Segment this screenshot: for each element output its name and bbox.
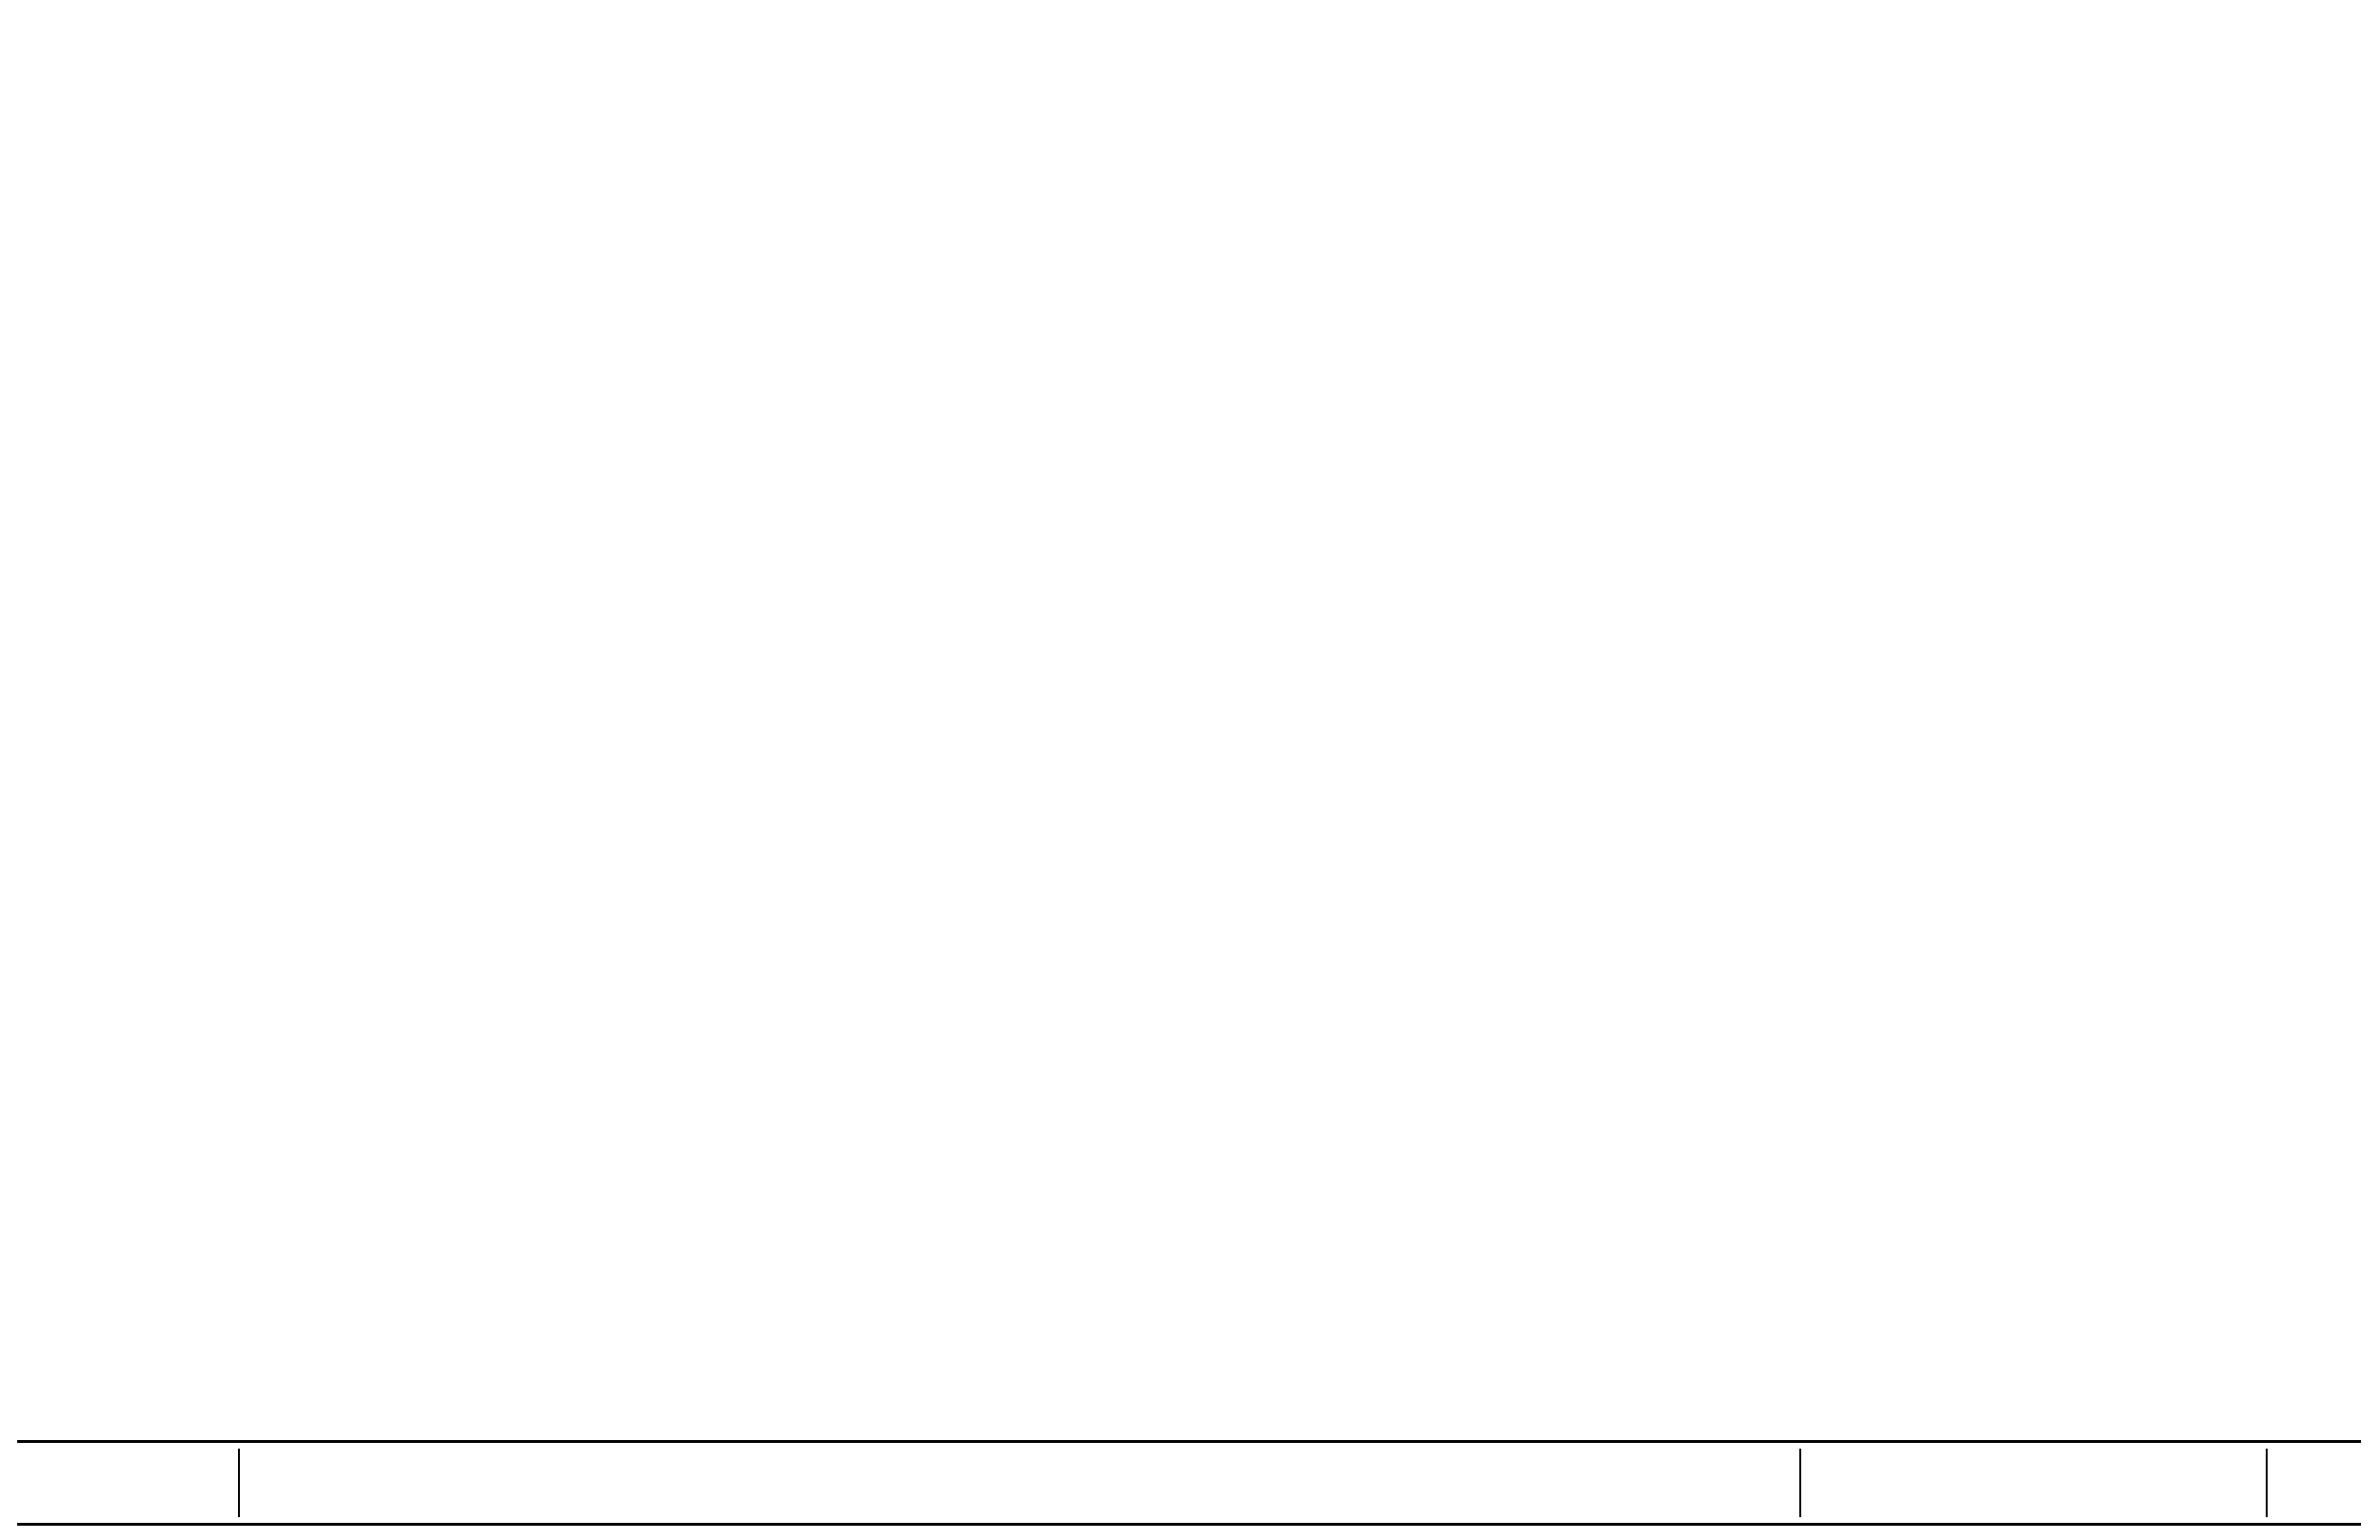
title-block [17, 1440, 2361, 1526]
freeman-logo [17, 1443, 236, 1523]
title-block-divider [1799, 1449, 1801, 1517]
title-block-divider [238, 1449, 240, 1517]
disclaimer-block [257, 1451, 1790, 1453]
title-block-divider [2266, 1449, 2268, 1517]
